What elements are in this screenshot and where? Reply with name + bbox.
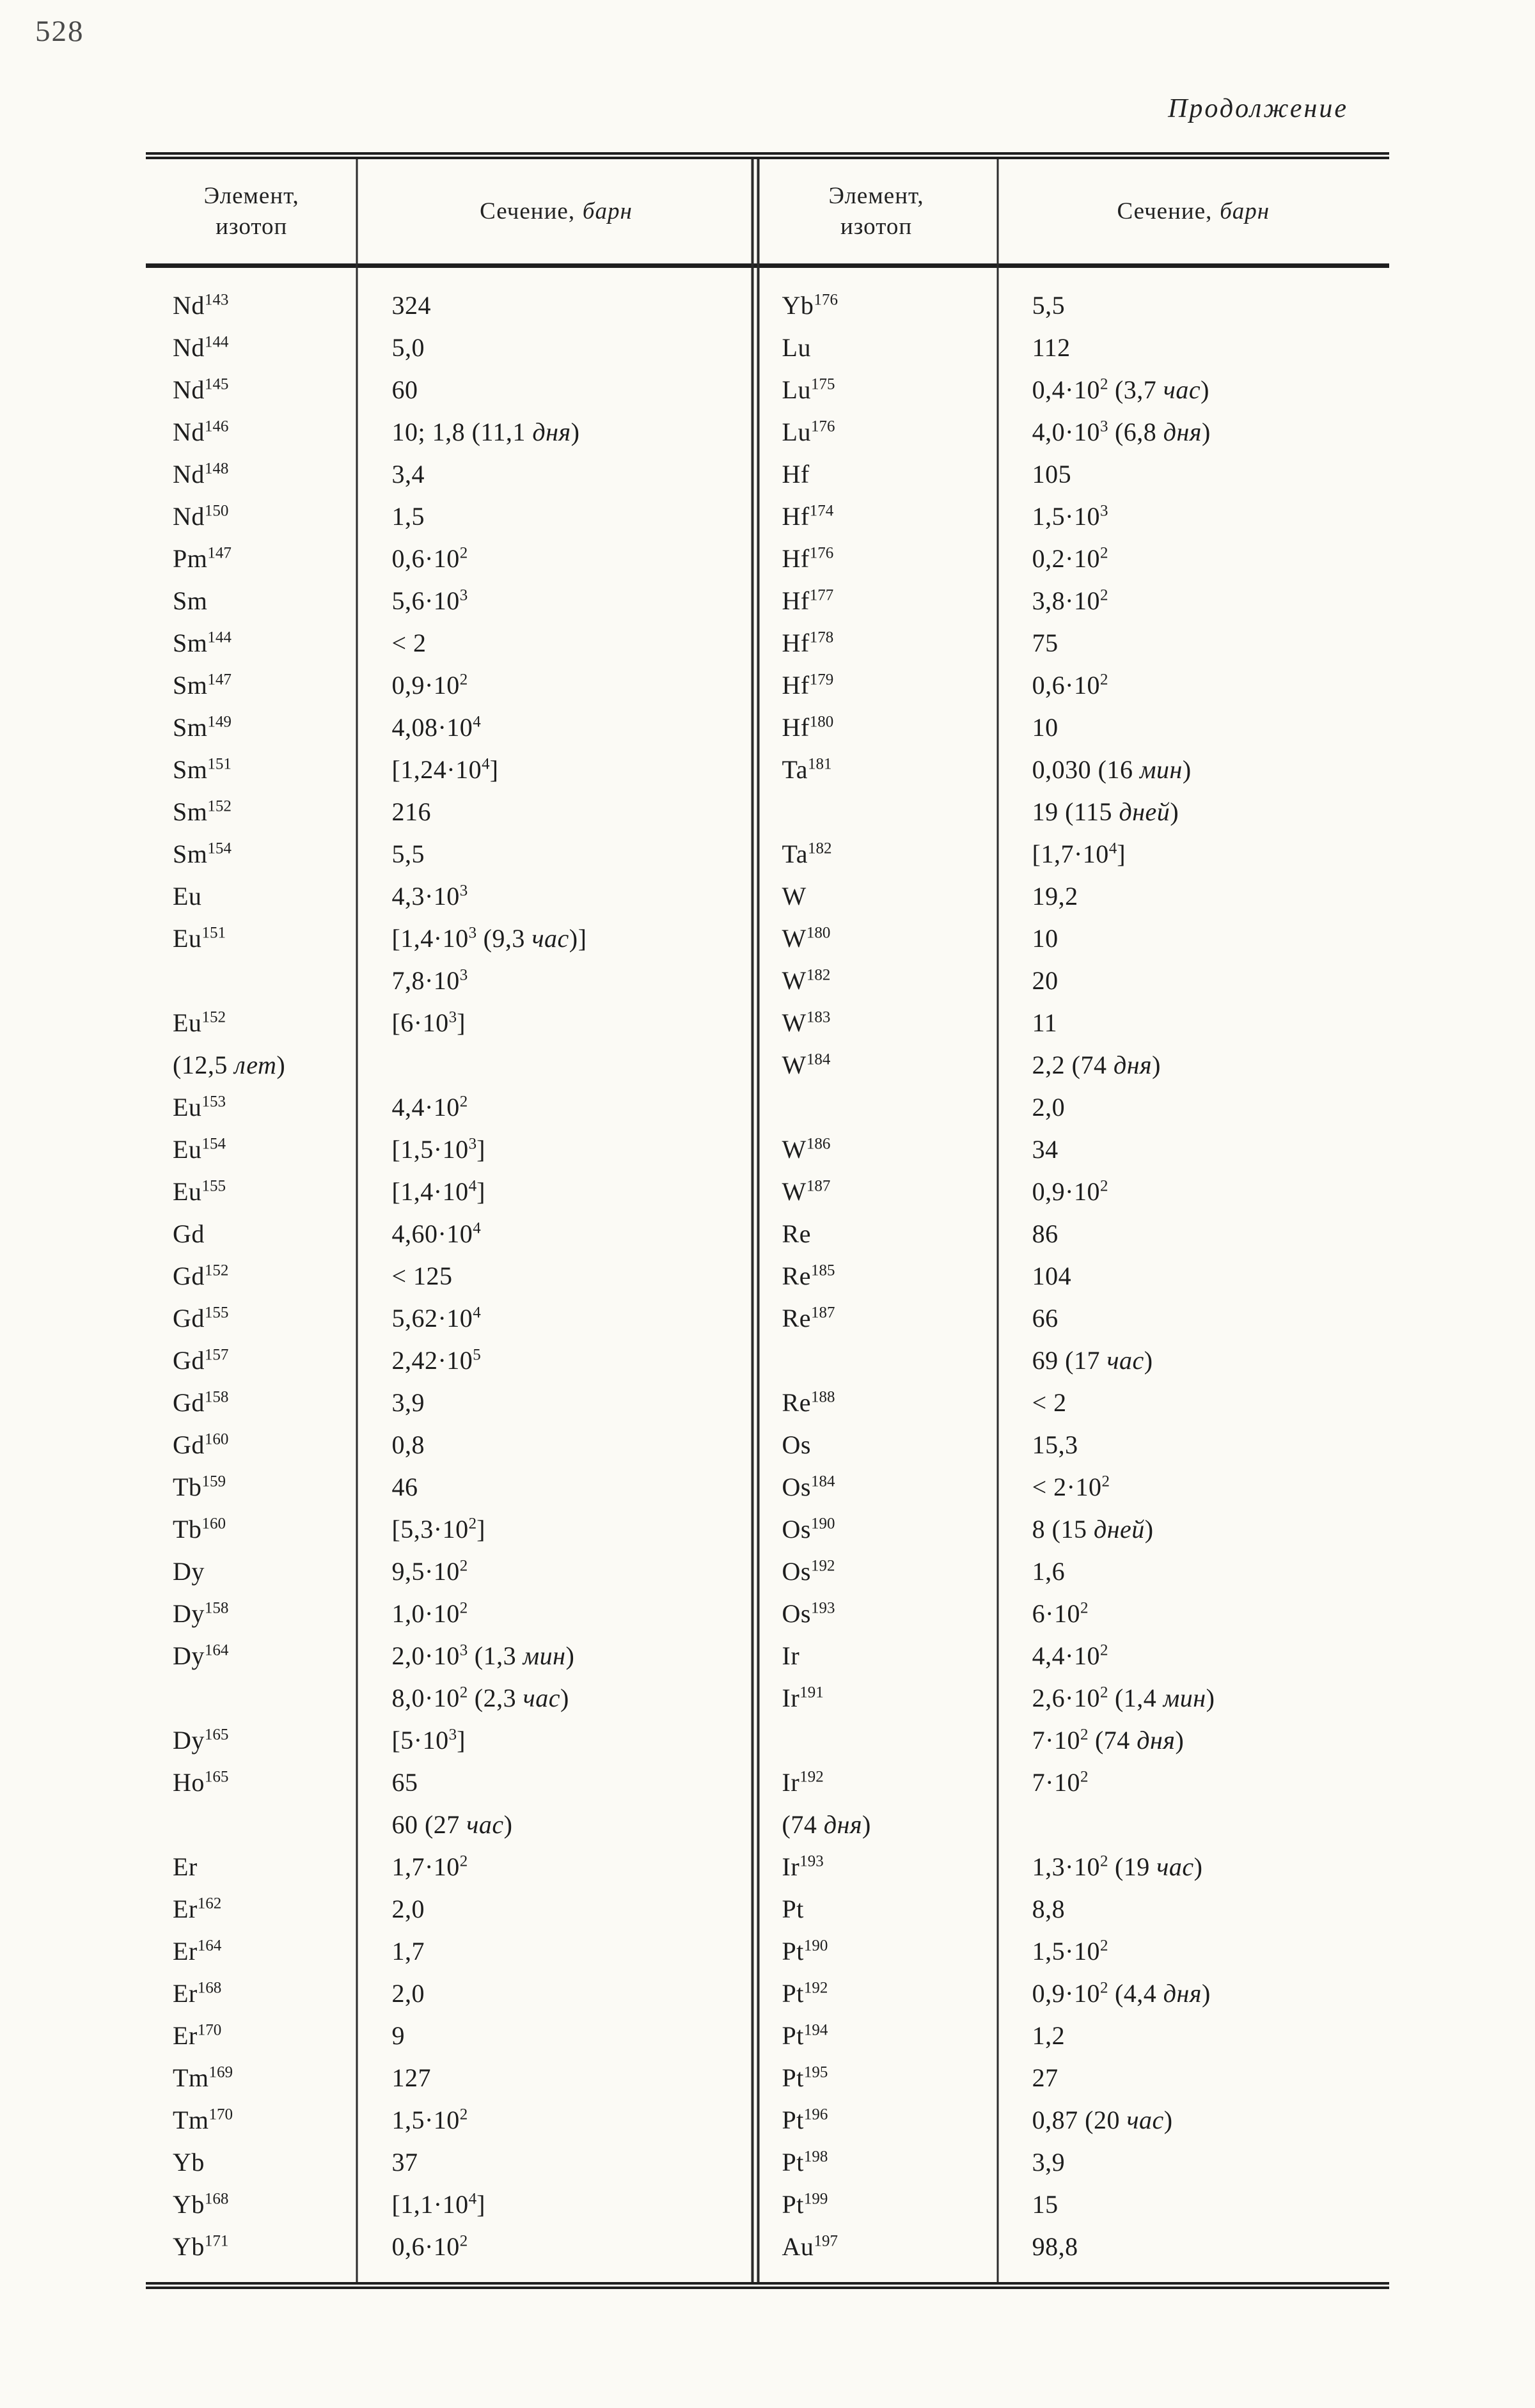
- element-cell: Sm$^{152}$: [173, 797, 232, 826]
- table-row: [146, 960, 1389, 1002]
- table-row: [146, 1086, 1389, 1129]
- cross-section-cell: $5,6\cdot 10^3$: [391, 586, 468, 615]
- element-cell: $W^{183}$: [782, 1008, 831, 1037]
- header-element-line: изотоп: [216, 213, 288, 240]
- element-cell: Hf$^{176}$: [782, 544, 834, 573]
- element-cell: [755, 1719, 998, 1762]
- table-row: [146, 1846, 1389, 1888]
- cross-section-cell: $0,6\cdot 10^2$: [391, 2232, 468, 2261]
- element-cell: Gd$^{157}$: [173, 1346, 229, 1375]
- element-cell: Nd$^{145}$: [173, 375, 229, 404]
- table-row: [146, 453, 1389, 496]
- cross-section-cell: $[1,24\cdot 10^4]$: [391, 755, 499, 784]
- cross-section-cell: $[1,4\cdot 10^4]$: [391, 1177, 485, 1206]
- cross-section-cell: $1,5\cdot 10^3$: [1032, 502, 1108, 531]
- element-cell: Ir$^{191}$: [782, 1684, 824, 1712]
- cross-section-cell: 60: [391, 375, 418, 404]
- element-cell: Nd$^{144}$: [173, 333, 229, 362]
- cross-section-cell: 34: [1032, 1135, 1059, 1164]
- element-cell: Tm$^{169}$: [173, 2063, 233, 2092]
- cross-section-cell: 2,0: [391, 1895, 425, 1923]
- element-cell: Gd$^{160}$: [173, 1430, 229, 1459]
- element-cell: Dy$^{158}$: [173, 1599, 229, 1628]
- page-number: 528: [35, 15, 84, 48]
- element-cell: Er$^{164}$: [173, 1937, 222, 1966]
- element-cell: Hf$^{174}$: [782, 502, 834, 531]
- cross-section-cell: $4,0\cdot 10^3$ (6,8 дня): [1032, 418, 1211, 446]
- table-row: [146, 875, 1389, 918]
- table-row: [146, 285, 1389, 327]
- element-cell: Os$^{193}$: [782, 1599, 835, 1628]
- cross-section-cell: 0,87 (20 час): [1032, 2106, 1173, 2134]
- table-row: [146, 1424, 1389, 1466]
- element-cell: Sm$^{154}$: [173, 840, 232, 868]
- cross-section-cell: 37: [391, 2148, 418, 2177]
- header-section-label: Сечение,: [480, 198, 576, 224]
- cross-section-cell: $0,6\cdot 10^2$: [391, 544, 468, 573]
- element-cell: Re$^{187}$: [782, 1304, 835, 1333]
- element-cell: Pt$^{198}$: [782, 2148, 828, 2177]
- header-section-unit: барн: [582, 198, 633, 224]
- element-cell: [146, 1804, 357, 1846]
- element-cell: Gd$^{158}$: [173, 1388, 229, 1417]
- cross-section-cell: $1,0\cdot 10^2$: [391, 1599, 468, 1628]
- element-cell: Os$^{190}$: [782, 1515, 835, 1544]
- cross-section-cell: 20: [1032, 966, 1059, 995]
- table-row: [146, 664, 1389, 707]
- element-cell: [755, 791, 998, 833]
- element-cell: Eu$^{154}$: [173, 1135, 226, 1164]
- element-cell: Pm$^{147}$: [173, 544, 232, 573]
- element-cell: Ir$^{193}$: [782, 1852, 824, 1881]
- element-cell: Pt$^{195}$: [782, 2063, 828, 2092]
- cross-section-cell: $0,2\cdot 10^2$: [1032, 544, 1108, 573]
- header-section-label: Сечение,: [1117, 198, 1213, 224]
- cross-section-cell: $7,8\cdot 10^3$: [391, 966, 468, 995]
- table-row: [146, 2141, 1389, 2184]
- cross-section-cell: < $2\cdot 10^2$: [1032, 1473, 1110, 1501]
- table-row: [146, 2226, 1389, 2268]
- element-cell: Dy$^{164}$: [173, 1641, 229, 1670]
- cross-section-cell: $2,6\cdot 10^2$ (1,4 мин): [1032, 1684, 1215, 1712]
- element-cell: Yb: [173, 2148, 205, 2177]
- element-cell: Ir$^{192}$: [782, 1768, 824, 1797]
- element-cell: $W^{182}$: [782, 966, 831, 995]
- element-cell: Ho$^{165}$: [173, 1768, 229, 1797]
- cross-section-cell: $7\cdot 10^2$: [1032, 1768, 1089, 1797]
- table-row: [146, 1677, 1389, 1719]
- element-cell: Yb$^{171}$: [173, 2232, 229, 2261]
- cross-section-cell: 1,7: [391, 1937, 425, 1966]
- element-cell: $W^{186}$: [782, 1135, 831, 1164]
- cross-section-cell: 19,2: [1032, 882, 1078, 911]
- header-section-unit: барн: [1220, 198, 1270, 224]
- cross-section-cell: $9,5\cdot 10^2$: [391, 1557, 468, 1586]
- cross-section-cell: 98,8: [1032, 2232, 1078, 2261]
- cross-section-cell: 127: [391, 2063, 431, 2092]
- cross-section-cell: 15,3: [1032, 1430, 1078, 1459]
- element-cell: Hf$^{177}$: [782, 586, 834, 615]
- cross-section-cell: $1,7\cdot 10^2$: [391, 1852, 468, 1881]
- element-cell: Pt$^{190}$: [782, 1937, 828, 1966]
- element-cell: (74 дня): [782, 1810, 871, 1839]
- table-header: [146, 159, 1389, 268]
- cross-section-cell: 19 (115 дней): [1032, 797, 1179, 826]
- table-row: [146, 1973, 1389, 2015]
- cross-section-cell: $2,42\cdot 10^5$: [391, 1346, 481, 1375]
- cross-section-cell: 10: [1032, 713, 1059, 742]
- cross-section-cell: [$1,4\cdot 10^3$ (9,3 час)]: [391, 924, 587, 953]
- element-cell: (12,5 лет): [173, 1051, 286, 1079]
- element-cell: Hf$^{179}$: [782, 671, 834, 700]
- table-row: [146, 496, 1389, 538]
- element-cell: Eu$^{152}$: [173, 1008, 226, 1037]
- cross-section-cell: $[5,3\cdot 10^2]$: [391, 1515, 485, 1544]
- table-row: [146, 1213, 1389, 1255]
- header-cross-section-left: [357, 159, 755, 263]
- cross-section-cell: $0,4\cdot 10^2$ (3,7 час): [1032, 375, 1209, 404]
- cross-section-cell: 216: [391, 797, 431, 826]
- cross-section-cell: 8,8: [1032, 1895, 1066, 1923]
- cross-section-cell: 105: [1032, 460, 1072, 489]
- table-row: [146, 1635, 1389, 1677]
- element-cell: Gd: [173, 1219, 205, 1248]
- cross-section-cell: 10: [1032, 924, 1059, 953]
- table-row: [146, 833, 1389, 875]
- element-cell: Eu$^{153}$: [173, 1093, 226, 1122]
- cross-section-cell: 10; 1,8 (11,1 дня): [391, 418, 580, 446]
- element-cell: Lu$^{175}$: [782, 375, 835, 404]
- cross-section-cell: $5,62\cdot 10^4$: [391, 1304, 481, 1333]
- element-cell: Hf$^{180}$: [782, 713, 834, 742]
- cross-section-cell: 8 (15 дней): [1032, 1515, 1154, 1544]
- continuation-label: Продолжение: [1168, 94, 1348, 123]
- element-cell: Nd$^{146}$: [173, 418, 229, 446]
- table-row: [146, 2057, 1389, 2099]
- header-element-line: изотоп: [840, 213, 913, 240]
- cross-section-cell: [357, 1044, 755, 1086]
- cross-section-cell: $4,4\cdot 10^2$: [1032, 1641, 1108, 1670]
- table-row: [146, 2184, 1389, 2226]
- cross-section-cell: 9: [391, 2021, 405, 2050]
- cross-section-cell: 2,0: [391, 1979, 425, 2008]
- element-cell: Pt$^{192}$: [782, 1979, 828, 2008]
- cross-section-cell: 46: [391, 1473, 418, 1501]
- table-row: [146, 2015, 1389, 2057]
- cross-section-cell: 60 (27 час): [391, 1810, 513, 1839]
- cross-section-cell: 0,8: [391, 1430, 425, 1459]
- header-element-left: [146, 159, 357, 263]
- cross-section-cell: 3,9: [391, 1388, 425, 1417]
- element-cell: Hf$^{178}$: [782, 629, 834, 657]
- element-cell: Sm: [173, 586, 208, 615]
- element-cell: Dy: [173, 1557, 205, 1586]
- cross-section-cell: [998, 1804, 1389, 1846]
- cross-section-cell: $0,6\cdot 10^2$: [1032, 671, 1108, 700]
- element-cell: Er$^{168}$: [173, 1979, 222, 2008]
- cross-section-cell: $4,08\cdot 10^4$: [391, 713, 481, 742]
- cross-section-cell: 0,030 (16 мин): [1032, 755, 1192, 784]
- cross-section-cell: 1,2: [1032, 2021, 1066, 2050]
- element-cell: Os$^{184}$: [782, 1473, 835, 1501]
- element-cell: Sm$^{149}$: [173, 713, 232, 742]
- cross-section-cell: 5,5: [1032, 291, 1066, 320]
- table-row: [146, 1719, 1389, 1762]
- header-element-line: Элемент,: [203, 183, 299, 210]
- cross-section-cell: 69 (17 час): [1032, 1346, 1153, 1375]
- cross-section-cell: $[6\cdot 10^3]$: [391, 1008, 466, 1037]
- element-cell: Eu$^{155}$: [173, 1177, 226, 1206]
- cross-section-cell: 112: [1032, 333, 1071, 362]
- element-cell: Re: [782, 1219, 811, 1248]
- cross-section-cell: $0,9\cdot 10^2$: [391, 671, 468, 700]
- element-cell: $W^{180}$: [782, 924, 831, 953]
- table-row: [146, 2099, 1389, 2141]
- element-cell: Er$^{170}$: [173, 2021, 222, 2050]
- cross-section-cell: $4,60\cdot 10^4$: [391, 1219, 481, 1248]
- cross-section-cell: 86: [1032, 1219, 1059, 1248]
- element-cell: W: [782, 882, 807, 911]
- cross-section-cell: 2,0: [1032, 1093, 1066, 1122]
- cross-section-cell: 75: [1032, 629, 1059, 657]
- cross-section-cell: $[1,1\cdot 10^4]$: [391, 2190, 485, 2219]
- element-cell: Os$^{192}$: [782, 1557, 835, 1586]
- element-cell: Pt$^{196}$: [782, 2106, 828, 2134]
- element-cell: Yb$^{176}$: [782, 291, 838, 320]
- table-row: [146, 791, 1389, 833]
- cross-section-cell: $2,0\cdot 10^3$ (1,3 мин): [391, 1641, 575, 1670]
- element-cell: [755, 1340, 998, 1382]
- element-cell: Tb$^{160}$: [173, 1515, 226, 1544]
- cross-section-cell: 5,0: [391, 333, 425, 362]
- table-row: [146, 1171, 1389, 1213]
- cross-section-cell: $6\cdot 10^2$: [1032, 1599, 1089, 1628]
- cross-section-cell: $4,3\cdot 10^3$: [391, 882, 468, 911]
- element-cell: Gd$^{155}$: [173, 1304, 229, 1333]
- cross-section-cell: 1,6: [1032, 1557, 1066, 1586]
- element-cell: Pt$^{194}$: [782, 2021, 828, 2050]
- element-cell: Lu: [782, 333, 811, 362]
- center-column-divider: [751, 159, 759, 2282]
- element-cell: Gd$^{152}$: [173, 1262, 229, 1290]
- cross-section-cell: $[1,7\cdot 10^4]$: [1032, 840, 1126, 868]
- header-element-right: [755, 159, 998, 263]
- header-element-line: Элемент,: [828, 183, 924, 210]
- cross-section-cell: 5,5: [391, 840, 425, 868]
- element-cell: Pt: [782, 1895, 804, 1923]
- table-row: [146, 749, 1389, 791]
- element-cell: Pt$^{199}$: [782, 2190, 828, 2219]
- table-row: [146, 1297, 1389, 1340]
- column-divider: [996, 159, 998, 2282]
- cross-section-cell: $7\cdot 10^2$ (74 дня): [1032, 1726, 1185, 1755]
- element-cell: Eu$^{151}$: [173, 924, 226, 953]
- table-row: [146, 1930, 1389, 1973]
- table-body: [146, 268, 1389, 2282]
- cross-section-cell: $1,3\cdot 10^2$ (19 час): [1032, 1852, 1203, 1881]
- cross-section-cell: $1,5\cdot 10^2$: [391, 2106, 468, 2134]
- table-row: [146, 1593, 1389, 1635]
- element-cell: Nd$^{150}$: [173, 502, 229, 531]
- table-row: [146, 1129, 1389, 1171]
- table-row: [146, 1340, 1389, 1382]
- table-row: [146, 1255, 1389, 1297]
- element-cell: Tm$^{170}$: [173, 2106, 233, 2134]
- table-row: [146, 918, 1389, 960]
- cross-section-cell: $[5\cdot 10^3]$: [391, 1726, 466, 1755]
- table-row: [146, 411, 1389, 453]
- cross-section-cell: $1,5\cdot 10^2$: [1032, 1937, 1108, 1966]
- isotope-cross-section-table: [146, 152, 1389, 2289]
- element-cell: Dy$^{165}$: [173, 1726, 229, 1755]
- table-row: [146, 580, 1389, 622]
- cross-section-cell: 3,4: [391, 460, 425, 489]
- table-row: [146, 622, 1389, 664]
- element-cell: Re$^{185}$: [782, 1262, 835, 1290]
- element-cell: $W^{184}$: [782, 1051, 831, 1079]
- cross-section-cell: < 125: [391, 1262, 453, 1290]
- element-cell: [146, 1677, 357, 1719]
- cross-section-cell: 66: [1032, 1304, 1059, 1333]
- cross-section-cell: $4,4\cdot 10^2$: [391, 1093, 468, 1122]
- cross-section-cell: 104: [1032, 1262, 1072, 1290]
- table-row: [146, 1508, 1389, 1551]
- element-cell: Sm$^{151}$: [173, 755, 232, 784]
- cross-section-cell: $8,0\cdot 10^2$ (2,3 час): [391, 1684, 569, 1712]
- table-row: [146, 1002, 1389, 1044]
- column-divider: [356, 159, 358, 2282]
- element-cell: Sm$^{144}$: [173, 629, 232, 657]
- element-cell: Er: [173, 1852, 198, 1881]
- table-row: [146, 1804, 1389, 1846]
- element-cell: Yb$^{168}$: [173, 2190, 229, 2219]
- element-cell: $W^{187}$: [782, 1177, 831, 1206]
- cross-section-cell: $0,9\cdot 10^2$: [1032, 1177, 1108, 1206]
- header-cross-section-right: [998, 159, 1389, 263]
- element-cell: Nd$^{148}$: [173, 460, 229, 489]
- cross-section-cell: 65: [391, 1768, 418, 1797]
- element-cell: Ta$^{181}$: [782, 755, 832, 784]
- table-row: [146, 327, 1389, 369]
- cross-section-cell: < 2: [1032, 1388, 1067, 1417]
- cross-section-cell: 3,9: [1032, 2148, 1066, 2177]
- cross-section-cell: < 2: [391, 629, 427, 657]
- cross-section-cell: 27: [1032, 2063, 1059, 2092]
- table-row: [146, 369, 1389, 411]
- table-row: [146, 1382, 1389, 1424]
- element-cell: Eu: [173, 882, 202, 911]
- element-cell: Os: [782, 1430, 811, 1459]
- table-row: [146, 538, 1389, 580]
- cross-section-cell: 15: [1032, 2190, 1059, 2219]
- element-cell: Nd$^{143}$: [173, 291, 229, 320]
- element-cell: Au$^{197}$: [782, 2232, 838, 2261]
- element-cell: [146, 960, 357, 1002]
- cross-section-cell: 11: [1032, 1008, 1058, 1037]
- table-row: [146, 1762, 1389, 1804]
- table-row: [146, 1888, 1389, 1930]
- element-cell: Ir: [782, 1641, 800, 1670]
- element-cell: Hf: [782, 460, 810, 489]
- element-cell: Lu$^{176}$: [782, 418, 835, 446]
- element-cell: Re$^{188}$: [782, 1388, 835, 1417]
- cross-section-cell: $3,8\cdot 10^2$: [1032, 586, 1108, 615]
- element-cell: Er$^{162}$: [173, 1895, 222, 1923]
- table-row: [146, 707, 1389, 749]
- cross-section-cell: $[1,5\cdot 10^3]$: [391, 1135, 485, 1164]
- element-cell: Sm$^{147}$: [173, 671, 232, 700]
- element-cell: Ta$^{182}$: [782, 840, 832, 868]
- table-row: [146, 1466, 1389, 1508]
- element-cell: Tb$^{159}$: [173, 1473, 226, 1501]
- cross-section-cell: $0,9\cdot 10^2$ (4,4 дня): [1032, 1979, 1211, 2008]
- cross-section-cell: 2,2 (74 дня): [1032, 1051, 1161, 1079]
- table-row: [146, 1044, 1389, 1086]
- cross-section-cell: 324: [391, 291, 431, 320]
- cross-section-cell: 1,5: [391, 502, 425, 531]
- table-row: [146, 1551, 1389, 1593]
- element-cell: [755, 1086, 998, 1129]
